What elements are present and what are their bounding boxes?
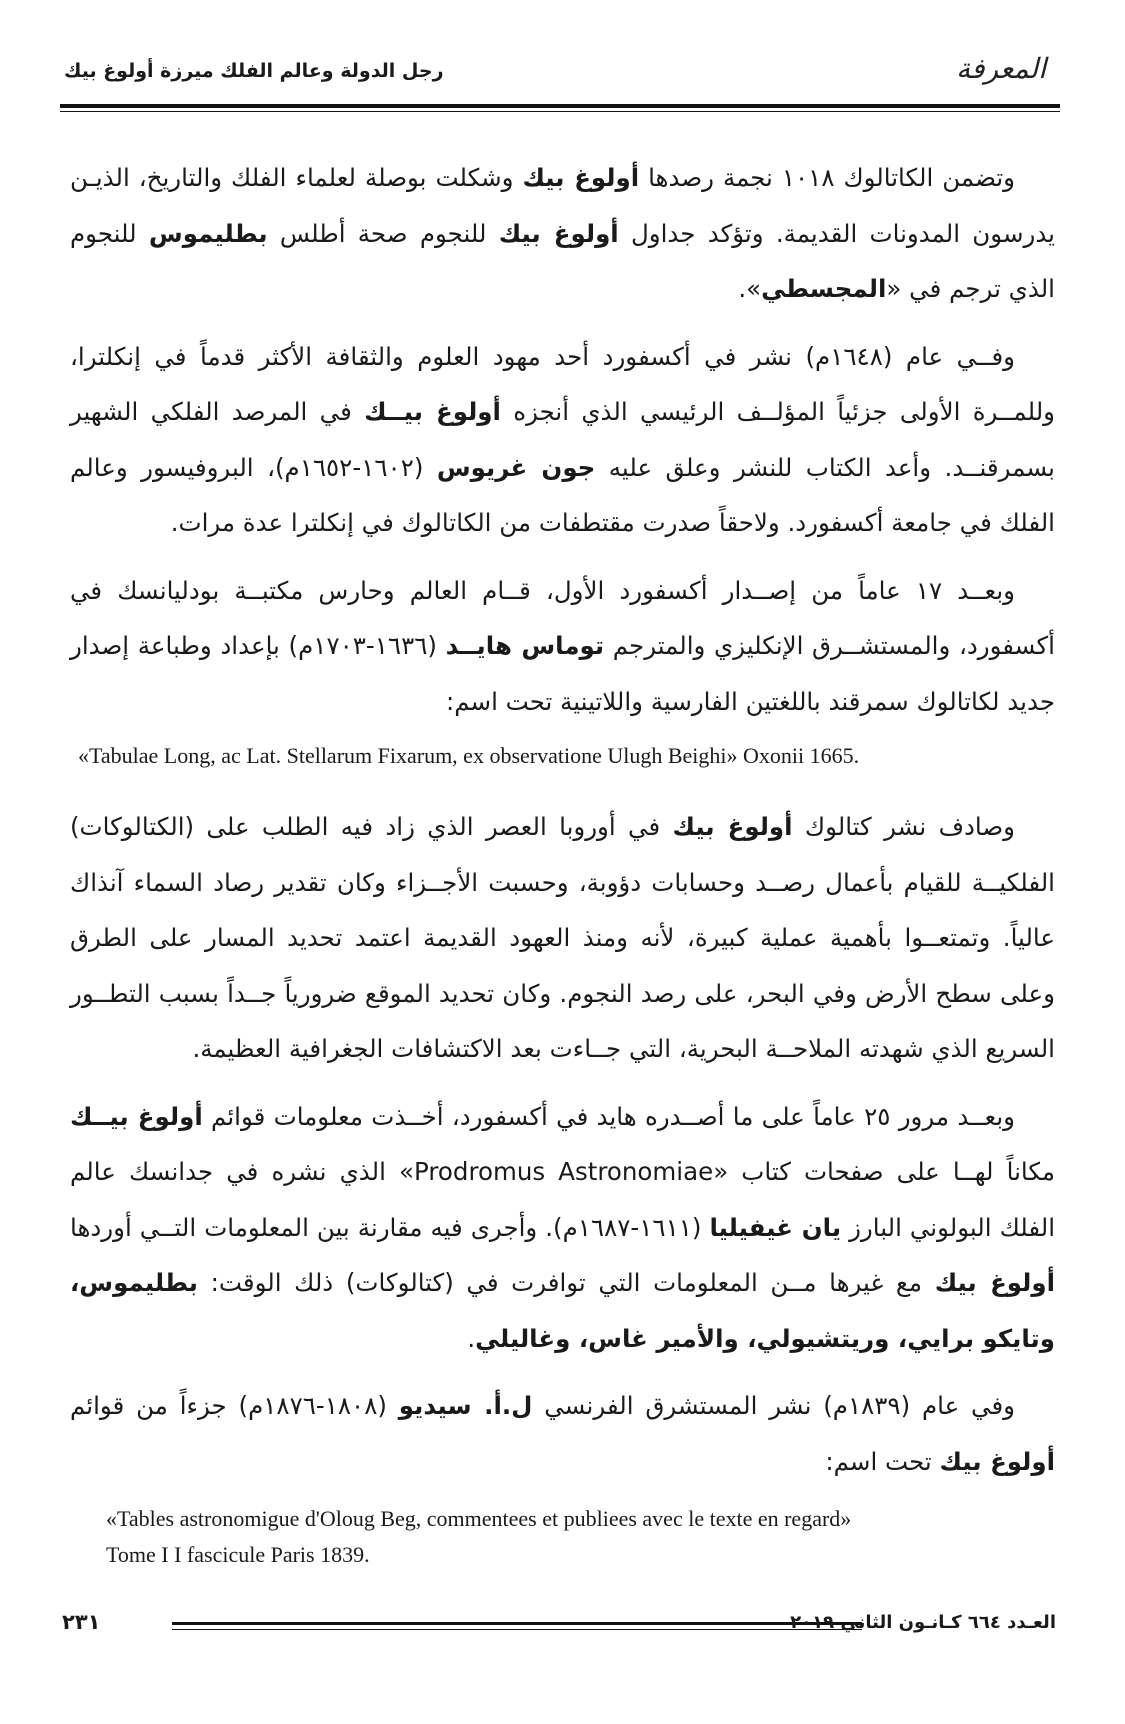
text-run: وبعــد مرور ٢٥ عاماً على ما أصــدره هايد في أكسفورد، أخــذت معلومات قوائم (202, 1101, 1015, 1131)
french-title-line: «Tables astronomigue d'Oloug Beg, commentees et publiees avec le texte en regard» (106, 1506, 852, 1531)
text-run: تحت اسم: (825, 1446, 940, 1476)
header-rule (60, 104, 1060, 108)
text-run: للنجوم الذي ترجم في « (70, 218, 1055, 303)
bold-name: المجسطي (761, 274, 887, 303)
text-run: وفي عام (١٨٣٩م) نشر المستشرق الفرنسي (532, 1391, 1016, 1420)
page-header (60, 48, 1060, 100)
latin-title-quote: «Tabulae Long, ac Lat. Stellarum Fixarum, ex observatione Ulugh Beighi» Oxonii 1665. (78, 743, 860, 768)
text-run: مكاناً لهــا على صفحات كتاب «Prodromus Astronomiae» الذي نشره في جدانسك عالم الفلك البولوني البارز (70, 1157, 1056, 1242)
paragraph-5 (70, 1089, 1055, 1367)
bold-name: توماس هايــد (445, 631, 605, 660)
paragraph-3 (70, 563, 1055, 730)
text-run: في المرصد الفلكي الشهير بسمرقنــد. وأعد الكتاب للنشر وعلق عليه (70, 397, 1055, 482)
text-run: في أوروبا العصر الذي زاد فيه الطلب على (الكتالوكات) الفلكيــة للقيام بأعمال رصــد وحسابات دؤوبة، وحسبت الأجــزاء وكان تقدير رصاد السماء آنذاك عالياً. وتمتعــوا بأهمية عملية كبيرة، لأنه ومنذ العهود القديمة اعتمد تحديد المسار على الطرق وعلى سطح الأرض وفي البحر، على رصد النجوم. وكان تحديد الموقع ضرورياً جــداً بسبب التطــور السريع الذي شهدته الملاحــة البحرية، التي جــاءت بعد الاكتشافات الجغرافية العظيمة. (70, 812, 1055, 1063)
text-run: وبعــد ١٧ عاماً من إصــدار أكسفورد الأول، قــام العالم وحارس مكتبــة بودليانسك في أكسفورد، والمستشــرق الإنكليزي والمترجم (70, 575, 1055, 660)
text-run: مع غيرها مــن المعلومات التي توافرت في (كتالوكات) ذلك الوقت: (197, 1268, 935, 1297)
bold-name: أولوغ بيــك (364, 397, 501, 426)
text-run: (١٦٠٢-١٦٥٢م)، البروفيسور وعالم الفلك في جامعة أكسفورد. ولاحقاً صدرت مقتطفات من الكاتالوك في إنكلترا عدة مرات. (70, 452, 1055, 537)
text-run: وشكلت بوصلة لعلماء الفلك والتاريخ، الذيـن يدرسون المدونات القديمة. وتؤكد جداول (70, 163, 1055, 248)
header-rule-thin (60, 111, 1060, 112)
text-run: وتضمن الكاتالوك ١٠١٨ نجمة رصدها (639, 163, 1015, 192)
bold-name: أولوغ بيك (498, 218, 619, 248)
bold-name: بطليموس (148, 218, 268, 248)
text-run: للنجوم صحة أطلس (267, 218, 499, 248)
bold-name: يان غيفيليا (709, 1212, 842, 1242)
bold-name: أولوغ بيك (522, 163, 640, 192)
text-run: . (467, 1323, 476, 1353)
french-title-quote (70, 1501, 1055, 1573)
footer-rule (172, 1622, 862, 1625)
paragraph-6 (70, 1378, 1055, 1489)
bold-name: أولوغ بيك (672, 812, 793, 841)
text-run: (١٦١١-١٦٨٧م). وأجرى فيه مقارنة بين المعلومات التــي أوردها (70, 1212, 710, 1242)
text-run: وفــي عام (١٦٤٨م) نشر في أكسفورد أحد مهود العلوم والثقافة الأكثر قدماً في إنكلترا، وللمــرة الأولى جزئياً المؤلــف الرئيسي الذي أنجزه (70, 341, 1055, 426)
bold-name: أولوغ بيك (939, 1446, 1055, 1476)
bold-name: أولوغ بيــك (70, 1101, 203, 1131)
french-title-volume: Tome I I fascicule Paris 1839. (106, 1542, 370, 1567)
issue-label: العـدد ٦٦٤ كـانـون الثاني ٢٠١٩ (790, 1612, 1056, 1633)
paragraph-1 (70, 150, 1055, 317)
running-title: رجل الدولة وعالم الفلك ميرزة أولوغ بيك (64, 60, 444, 82)
text-run: (١٦٣٦-١٧٠٣م) بإعداد وطباعة إصدار جديد لكاتالوك سمرقند باللغتين الفارسية واللاتينية تحت اسم: (70, 631, 1055, 716)
bold-name: أولوغ بيك (934, 1268, 1055, 1297)
text-run: وصادف نشر كتالوك (792, 812, 1016, 841)
text-run: (١٨٠٨-١٨٧٦م) جزءاً من قوائم (70, 1391, 399, 1420)
bold-name: بطليموس، وتايكو برايي، وريتشيولي، والأمير غاس، وغاليلي (70, 1268, 1055, 1353)
bold-name: ل.أ. سيديو (398, 1391, 533, 1420)
article-body (70, 150, 1055, 1573)
page-footer (60, 1610, 1060, 1646)
page-number: ٢٣١ (62, 1610, 101, 1634)
magazine-logo: المعرفة (956, 52, 1046, 85)
paragraph-2 (70, 329, 1055, 551)
footer-rule-thin (172, 1629, 862, 1630)
paragraph-4 (70, 799, 1055, 1077)
text-run: ». (738, 274, 762, 303)
bold-name: جون غريوس (436, 452, 596, 482)
